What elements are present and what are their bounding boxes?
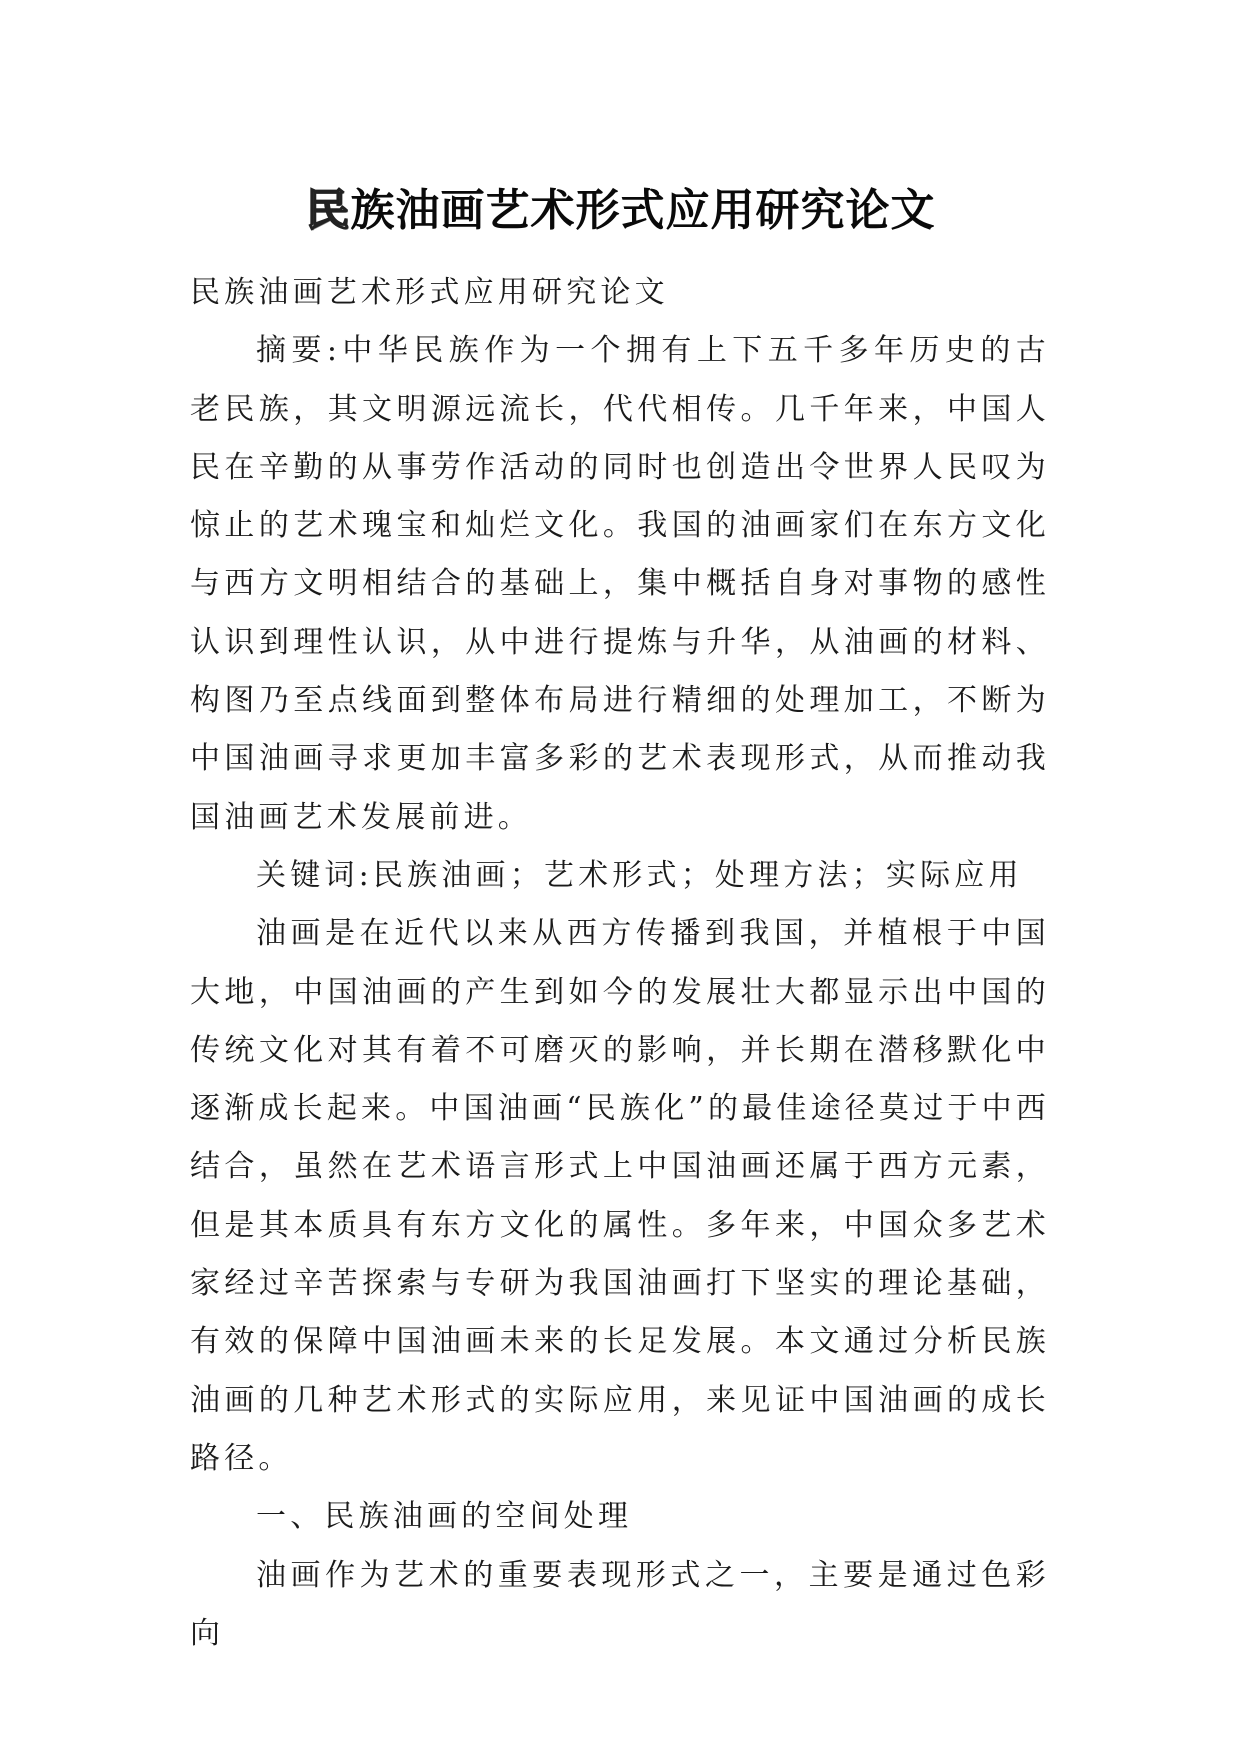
document-body <box>190 264 1050 1663</box>
title-first-char: 民 <box>305 185 351 237</box>
document-title <box>0 181 1241 241</box>
paragraph-section-body: 油画作为艺术的重要表现形式之一，主要是通过色彩向 <box>190 1557 1050 1651</box>
paragraph-introduction: 油画是在近代以来从西方传播到我国，并植根于中国大地，中国油画的产生到如今的发展壮大都显示出中国的传统文化对其有着不可磨灭的影响，并长期在潜移默化中逐渐成长起来。中国油画“民族化”的最佳途径莫过于中西结合，虽然在艺术语言形式上中国油画还属于西方元素，但是其本质具有东方文化的属性。多年来，中国众多艺术家经过辛苦探索与专研为我国油画打下坚实的理论基础，有效的保障中国油画未来的长足发展。本文通过分析民族油画的几种艺术形式的实际应用，来见证中国油画的成长路径。 <box>190 916 1050 1476</box>
section-heading: 一、民族油画的空间处理 <box>256 1499 633 1535</box>
paragraph-abstract: 摘要:中华民族作为一个拥有上下五千多年历史的古老民族，其文明源远流长，代代相传。几千年来，中国人民在辛勤的从事劳作活动的同时也创造出令世界人民叹为惊止的艺术瑰宝和灿烂文化。我国的油画家们在东方文化与西方文明相结合的基础上，集中概括自身对事物的感性认识到理性认识，从中进行提炼与升华，从油画的材料、构图乃至点线面到整体布局进行精细的处理加工，不断为中国油画寻求更加丰富多彩的艺术表现形式，从而推动我国油画艺术发展前进。 <box>190 333 1050 835</box>
title-text: 族油画艺术形式应用研究论文 <box>350 185 936 237</box>
paragraph-subtitle: 民族油画艺术形式应用研究论文 <box>190 275 669 310</box>
paragraph-keywords: 关键词:民族油画；艺术形式；处理方法；实际应用 <box>256 857 1023 893</box>
